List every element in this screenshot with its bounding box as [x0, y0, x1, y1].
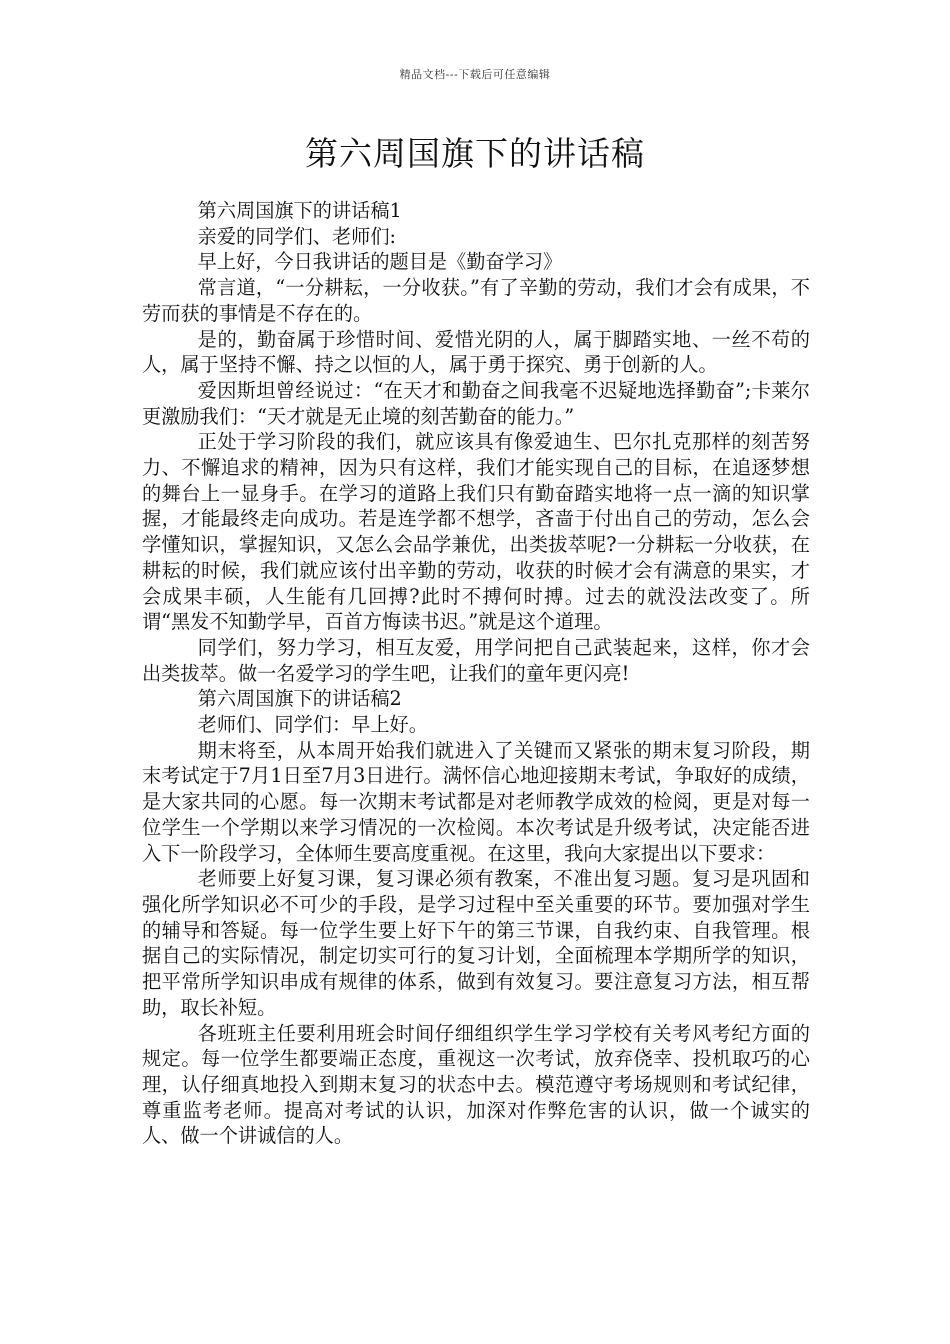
paragraph: 亲爱的同学们、老师们:: [197, 224, 397, 248]
paragraph: 期末将至，从本周开始我们就进入了关键而又紧张的期末复习阶段，期末考试定于7月1日至7月3日进行。满怀信心地迎接期末考试，争取好的成绩，是大家共同的心愿。每一次期末考试都是对老师教学成效的检阅，更是对每一位学生一个学期以来学习情况的一次检阅。本次考试是升级考试，决定能否进入下一阶段学习，全体师生要高度重视。在这里，我向大家提出以下要求：: [142, 738, 810, 865]
paragraph: 正处于学习阶段的我们，就应该具有像爱迪生、巴尔扎克那样的刻苦努力、不懈追求的精神，因为只有这样，我们才能实现自己的目标，在追逐梦想的舞台上一显身手。在学习的道路上我们只有勤奋踏实地将一点一滴的知识掌握，才能最终走向成功。若是连学都不想学，吝啬于付出自己的劳动，怎么会学懂知识，掌握知识，又怎么会品学兼优，出类拔萃呢?一分耕耘一分收获，在耕耘的时候，我们就应该付出辛勤的劳动，收获的时候才会有满意的果实，才会成果丰硕，人生能有几回搏?此时不搏何时搏。过去的就没法改变了。所谓“黑发不知勤学早，百首方悔读书迟。”就是这个道理。: [142, 430, 810, 634]
document-body: [142, 198, 810, 1149]
paragraph: 第六周国旗下的讲话稿1: [197, 199, 402, 222]
paragraph: 爱因斯坦曾经说过：“在天才和勤奋之间我毫不迟疑地选择勤奋”;卡莱尔更激励我们：“天才就是无止境的刻苦勤奋的能力。”: [142, 378, 810, 428]
paragraph: 老师要上好复习课，复习课必须有教案，不准出复习题。复习是巩固和强化所学知识必不可少的手段，是学习过程中至关重要的环节。要加强对学生的辅导和答疑。每一位学生要上好下午的第三节课，自我约束、自我管理。根据自己的实际情况，制定切实可行的复习计划，全面梳理本学期所学的知识，把平常所学知识串成有规律的体系，做到有效复习。要注意复习方法，相互帮助，取长补短。: [142, 867, 810, 1019]
paragraph: 早上好，今日我讲话的题目是《勤奋学习》: [197, 250, 563, 274]
paragraph: 同学们，努力学习，相互友爱，用学问把自己武装起来，这样，你才会出类拔萃。做一名爱学习的学生吧，让我们的童年更闪亮!: [142, 635, 810, 685]
paragraph: 各班班主任要利用班会时间仔细组织学生学习学校有关考风考纪方面的规定。每一位学生都要端正态度，重视这一次考试，放弃侥幸、投机取巧的心理，认仔细真地投入到期末复习的状态中去。模范遵守考场规则和考试纪律，尊重监考老师。提高对考试的认识，加深对作弊危害的认识，做一个诚实的人、做一个讲诚信的人。: [142, 1021, 810, 1148]
paragraph: 第六周国旗下的讲话稿2: [197, 687, 402, 711]
document-title: 第六周国旗下的讲话稿: [305, 134, 645, 173]
paragraph: 老师们、同学们：早上好。: [197, 713, 428, 737]
paragraph: 常言道，“一分耕耘，一分收获。”有了辛勤的劳动，我们才会有成果，不劳而获的事情是不存在的。: [142, 276, 810, 325]
page-header-note: 精品文档---下载后可任意编辑: [399, 68, 551, 81]
paragraph: 是的，勤奋属于珍惜时间、爱惜光阴的人，属于脚踏实地、一丝不苟的人，属于坚持不懈、持之以恒的人，属于勇于探究、勇于创新的人。: [142, 327, 810, 377]
